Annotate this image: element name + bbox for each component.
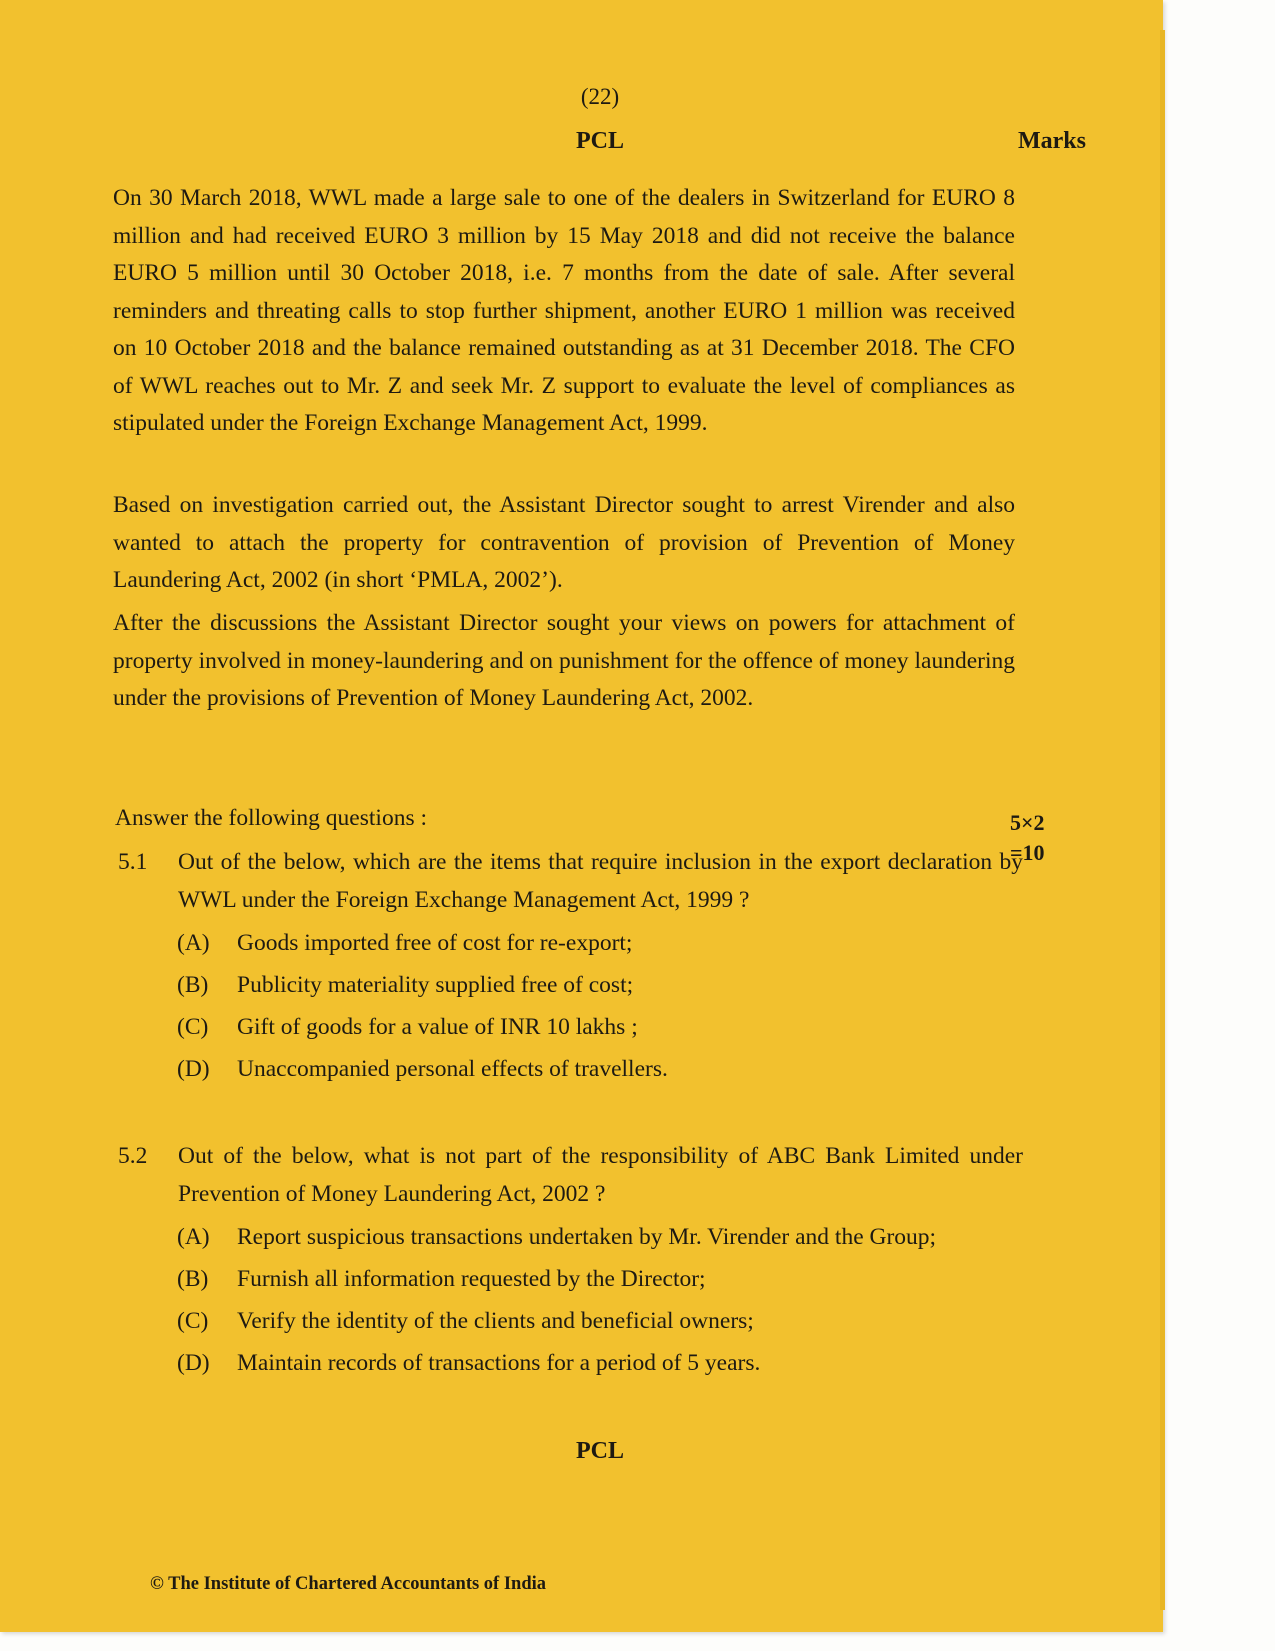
options-5-1 <box>177 924 1027 1092</box>
option-d <box>177 1050 1027 1088</box>
option-text: Report suspicious transactions undertaken by Mr. Virender and the Group; <box>237 1224 937 1250</box>
option-letter: (C) <box>177 1014 209 1040</box>
option-b <box>177 1260 1027 1298</box>
case-paragraph-1: On 30 March 2018, WWL made a large sale to one of the dealers in Switzerland for EURO 8 million and had received EURO 3 million by 15 May 2018 and did not receive the balance EURO 5 million until 30 October 2018, i.e. 7 months from the date of sale. After several reminders and threating calls to stop further shipment, another EURO 1 million was received on 10 October 2018 and the balance remained outstanding as at 31 December 2018. The CFO of WWL reaches out to Mr. Z and seek Mr. Z support to evaluate the level of compliances as stipulated under the Foreign Exchange Management Act, 1999. <box>113 185 1015 436</box>
marks-column-label: Marks <box>1018 128 1086 154</box>
option-text: Unaccompanied personal effects of travellers. <box>237 1056 668 1082</box>
question-number: 5.2 <box>118 1143 148 1169</box>
case-paragraph-2: Based on investigation carried out, the Assistant Director sought to arrest Virender and also wanted to attach the property for contravention of provision of Prevention of Money Laundering Act, 2002 (in short ‘PMLA, 2002’). <box>113 492 1015 593</box>
option-text: Goods imported free of cost for re-export; <box>237 930 633 956</box>
question-text: Out of the below, what is not part of the responsibility of ABC Bank Limited under Prevention of Money Laundering Act, 2002 ? <box>178 1143 1023 1207</box>
option-text: Publicity materiality supplied free of cost; <box>237 972 634 998</box>
marks-allocation-line-1: 5×2 <box>1010 810 1045 835</box>
option-text: Gift of goods for a value of INR 10 lakhs ; <box>237 1014 638 1040</box>
option-c <box>177 1008 1027 1046</box>
footer-paper-code: PCL <box>576 1438 624 1464</box>
question-5-1 <box>118 843 1023 919</box>
marks-allocation-line-2: =10 <box>1010 840 1045 865</box>
page-number: (22) <box>580 84 620 109</box>
option-letter: (D) <box>177 1056 210 1082</box>
question-5-2 <box>118 1137 1023 1213</box>
option-letter: (C) <box>177 1308 209 1334</box>
options-5-2 <box>177 1218 1027 1386</box>
question-instruction: Answer the following questions : <box>115 805 427 831</box>
option-b <box>177 966 1027 1004</box>
option-letter: (B) <box>177 1266 209 1292</box>
option-c <box>177 1302 1027 1340</box>
option-a <box>177 1218 1027 1256</box>
question-number: 5.1 <box>118 849 148 875</box>
copyright-notice: © The Institute of Chartered Accountants of India <box>150 1574 547 1594</box>
option-text: Verify the identity of the clients and beneficial owners; <box>237 1308 754 1334</box>
header-paper-code: PCL <box>576 128 624 154</box>
question-text: Out of the below, which are the items that require inclusion in the export declaration by WWL under the Foreign Exchange Management Act, 1999 ? <box>178 849 1023 913</box>
option-letter: (A) <box>177 1224 210 1250</box>
option-letter: (B) <box>177 972 209 998</box>
case-paragraph-3: After the discussions the Assistant Director sought your views on powers for attachment of property involved in money-laundering and on punishment for the offence of money laundering under the provisions of Prevention of Money Laundering Act, 2002. <box>113 610 1015 711</box>
option-a <box>177 924 1027 962</box>
option-d <box>177 1344 1027 1382</box>
option-letter: (D) <box>177 1350 210 1376</box>
option-text: Furnish all information requested by the Director; <box>237 1266 706 1292</box>
option-letter: (A) <box>177 930 210 956</box>
page-edge <box>1160 30 1165 1610</box>
option-text: Maintain records of transactions for a period of 5 years. <box>237 1350 761 1376</box>
